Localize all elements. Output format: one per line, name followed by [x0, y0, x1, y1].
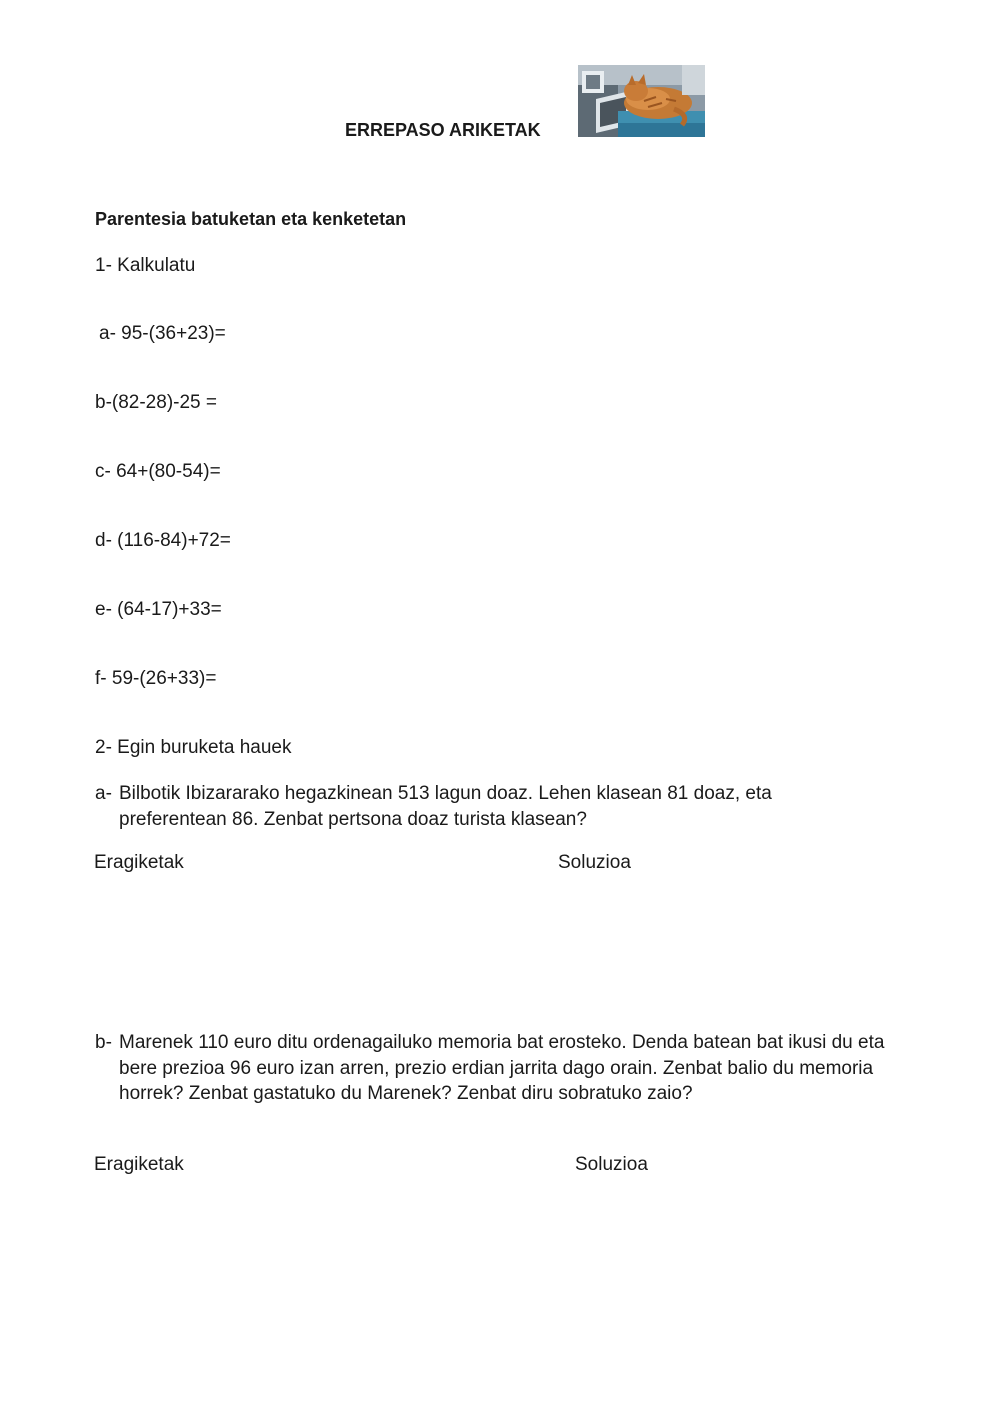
exercise1-item-d: d- (116-84)+72=: [95, 530, 231, 551]
problem-a-solution-label: Soluzioa: [558, 852, 631, 873]
exercise1-item-b: b-(82-28)-25 =: [95, 392, 217, 413]
problem-b-operations-label: Eragiketak: [94, 1154, 184, 1175]
exercise1-item-c: c- 64+(80-54)=: [95, 461, 221, 482]
problem-a: [95, 781, 825, 832]
problem-a-operations-label: Eragiketak: [94, 852, 184, 873]
exercise1-item-a: a- 95-(36+23)=: [99, 323, 226, 344]
exercise1-heading: 1- Kalkulatu: [95, 255, 196, 276]
problem-b: [95, 1030, 885, 1107]
problem-b-letter: b-: [95, 1032, 112, 1053]
problem-a-text: Bilbotik Ibizararako hegazkinean 513 lagun doaz. Lehen klasean 81 doaz, eta preferentean 86. Zenbat pertsona doaz turista klasean?: [119, 783, 772, 830]
exercise1-item-f: f- 59-(26+33)=: [95, 668, 217, 689]
exercise1-item-e: e- (64-17)+33=: [95, 599, 222, 620]
problem-b-text: Marenek 110 euro ditu ordenagailuko memoria bat erosteko. Denda batean bat ikusi du eta bere prezioa 96 euro izan arren, prezio erdian jarrita dago orain. Zenbat balio du memoria horrek? Zenbat gastatuko du Marenek? Zenbat diru sobratuko zaio?: [119, 1032, 885, 1104]
sleeping-cat-photo-icon: [578, 65, 705, 137]
problem-a-letter: a-: [95, 783, 112, 804]
worksheet-title: ERREPASO ARIKETAK: [345, 120, 541, 140]
problem-b-solution-label: Soluzioa: [575, 1154, 648, 1175]
exercise2-heading: 2- Egin buruketa hauek: [95, 737, 292, 758]
section-title: Parentesia batuketan eta kenketetan: [95, 209, 407, 229]
